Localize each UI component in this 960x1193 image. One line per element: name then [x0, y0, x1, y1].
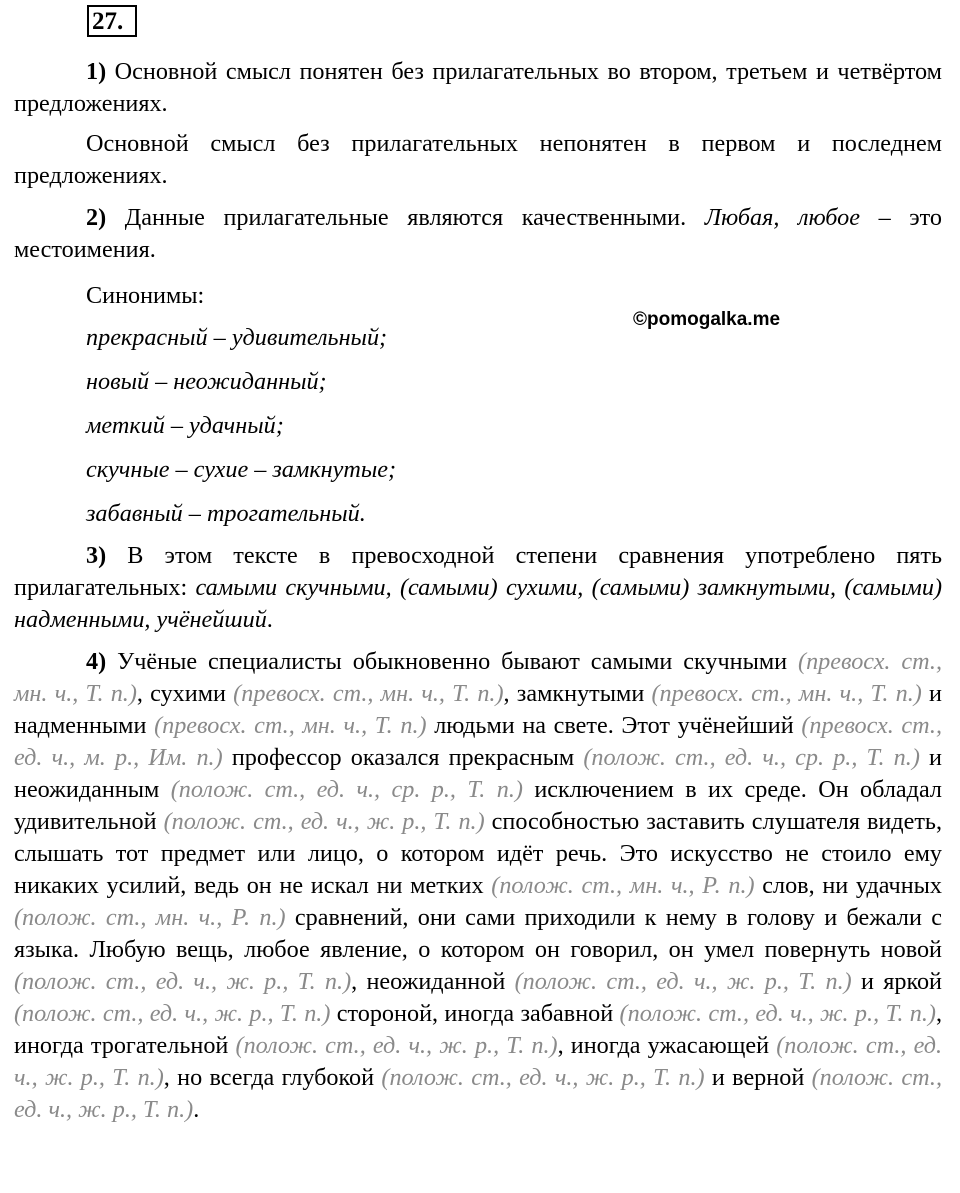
paragraph-2 [14, 202, 942, 266]
paragraph-4-text: , иногда ужасающей [557, 1032, 777, 1059]
item-marker-2: 2) [86, 204, 107, 231]
paragraph-3 [14, 540, 942, 636]
grammar-note: (полож. ст., ед. ч., ж. р., Т. п.) [514, 968, 852, 995]
synonym-line [14, 322, 942, 354]
grammar-note: (полож. ст., ед. ч., ср. р., Т. п.) [583, 744, 920, 771]
synonym-line [14, 410, 942, 442]
paragraph-4-text: , иногда трогательной [14, 1000, 943, 1059]
synonym-text: прекрасный – удивительный; [86, 324, 388, 351]
grammar-note: (полож. ст., ед. ч., ж. р., Т. п.) [14, 1000, 331, 1027]
task-number-box [87, 5, 137, 37]
item-marker-4: 4) [86, 648, 107, 675]
grammar-note: (полож. ст., ед. ч., ж. р., Т. п.) [163, 808, 485, 835]
paragraph-2-text: Данные прилагательные являются качественными. [106, 204, 705, 231]
paragraph-1 [14, 56, 942, 120]
paragraph-4-text: , сухими [136, 680, 234, 707]
paragraph-4-text: , замкнутыми [503, 680, 652, 707]
task-number: 27. [92, 8, 124, 35]
paragraph-1b-text: Основной смысл без прилагательных непонятен в первом и последнем предложениях. [14, 130, 942, 189]
synonym-text: забавный – трогательный. [86, 500, 366, 527]
paragraph-4-text: профессор оказался прекрасным [222, 744, 584, 771]
synonyms-heading-text: Синонимы: [86, 282, 205, 309]
paragraph-4-text: и верной [704, 1064, 812, 1091]
synonym-line [14, 366, 942, 398]
paragraph-4 [14, 646, 942, 1126]
grammar-note: (превосх. ст., мн. ч., Т. п.) [651, 680, 922, 707]
paragraph-2-italic: Любая, любое [704, 204, 860, 231]
grammar-note: (полож. ст., ед. ч., ж. р., Т. п.) [381, 1064, 705, 1091]
paragraph-3-text: В этом тексте в превосходной степени сравнения употреблено пять прилагательных: [14, 542, 942, 601]
grammar-note: (полож. ст., ед. ч., ж. р., Т. п.) [235, 1032, 558, 1059]
grammar-note: (полож. ст., ед. ч., ж. р., Т. п.) [14, 1064, 942, 1123]
paragraph-4-text: способностью заставить слушателя видеть, слышать тот предмет или лицо, о котором идёт речь. Это искусство не стоило ему никаких усилий, ведь он не искал ни метких [14, 808, 943, 899]
paragraph-4-text: людьми на свете. Этот учёнейший [426, 712, 802, 739]
paragraph-4-text: , неожиданной [351, 968, 515, 995]
synonym-text: скучные – сухие – замкнутые; [86, 456, 397, 483]
grammar-note: (полож. ст., ед. ч., ж. р., Т. п.) [14, 1032, 943, 1091]
paragraph-4-text: исключением в их среде. Он обладал удивительной [14, 776, 942, 835]
item-marker-3: 3) [86, 542, 107, 569]
paragraph-4-text: и неожиданным [14, 744, 942, 803]
paragraph-2-tail: – это местоимения. [14, 204, 943, 263]
grammar-note: (превосх. ст., мн. ч., Т. п.) [154, 712, 427, 739]
paragraph-3-italic: самыми скучными, (самыми) сухими, (самыми) замкнутыми, (самыми) надменными, учёнейший [14, 574, 942, 633]
paragraph-4-text: сравнений, они сами приходили к нему в голову и бежали с языка. Любую вещь, любое явление, о котором он говорил, он умел повернуть новой [14, 904, 942, 963]
grammar-note: (превосх. ст., мн. ч., Т. п.) [233, 680, 504, 707]
paragraph-4-text: стороной, иногда забавной [330, 1000, 620, 1027]
grammar-note: (полож. ст., ед. ч., ж. р., Т. п.) [14, 968, 352, 995]
synonym-text: новый – неожиданный; [86, 368, 327, 395]
paragraph-4-text: и надменными [14, 680, 942, 739]
paragraph-4-text: слов, ни удачных [754, 872, 942, 899]
paragraph-1b [14, 128, 942, 192]
grammar-note: (полож. ст., ед. ч., ж. р., Т. п.) [619, 1000, 936, 1027]
synonym-line [14, 454, 942, 486]
grammar-note: (превосх. ст., мн. ч., Т. п.) [14, 648, 943, 707]
grammar-note: (полож. ст., мн. ч., Р. п.) [14, 904, 286, 931]
item-marker-1: 1) [86, 58, 107, 85]
grammar-note: (полож. ст., ед. ч., ср. р., Т. п.) [170, 776, 523, 803]
paragraph-4-text: и яркой [851, 968, 942, 995]
synonym-line [14, 498, 942, 530]
paragraph-4-text: Учёные специалисты обыкновенно бывают самыми скучными [117, 648, 799, 675]
synonyms-heading [14, 280, 942, 312]
paragraph-4-text: , но всегда глубокой [163, 1064, 382, 1091]
watermark: ©pomogalka.me [633, 309, 781, 330]
paragraph-3-tail: . [266, 606, 273, 633]
synonym-text: меткий – удачный; [86, 412, 284, 439]
paragraph-1-text: Основной смысл понятен без прилагательных во втором, третьем и четвёртом предложениях. [14, 58, 942, 117]
paragraph-4-text: . [193, 1096, 200, 1123]
grammar-note: (полож. ст., мн. ч., Р. п.) [491, 872, 755, 899]
grammar-note: (превосх. ст., ед. ч., м. р., Им. п.) [14, 712, 943, 771]
